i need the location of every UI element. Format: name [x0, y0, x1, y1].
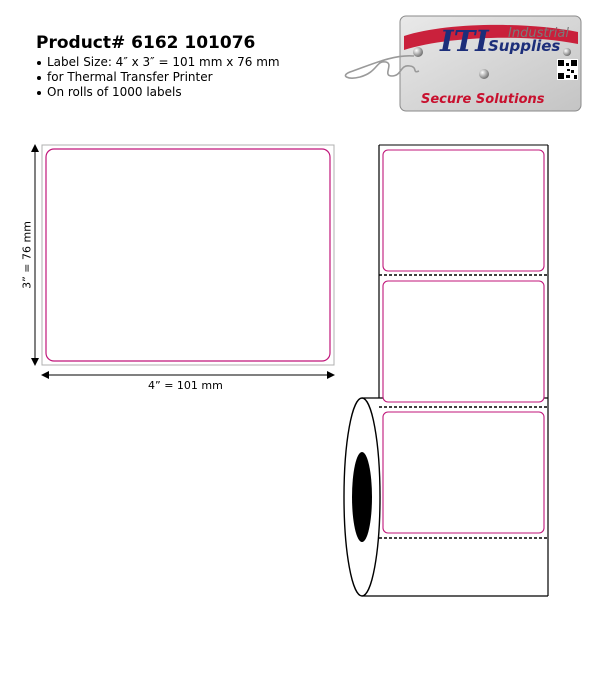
spec-list [36, 55, 280, 100]
logo-ball-icon [479, 69, 489, 79]
roll-end-face [344, 398, 380, 596]
logo-ball-icon [413, 47, 423, 57]
qr-code-icon [557, 59, 578, 80]
company-logo [338, 14, 584, 114]
label-liner [42, 145, 334, 365]
logo-word-top: Industrial [508, 26, 569, 41]
roll-label [383, 150, 544, 271]
height-label: 3” = 76 mm [20, 221, 34, 289]
logo-ball-icon [563, 48, 571, 56]
logo-word-bottom: Supplies [488, 37, 561, 55]
label-outline [46, 149, 330, 361]
product-title: Product# 6162 101076 [36, 33, 256, 53]
roll-label [383, 281, 544, 402]
logo-tagline: Secure Solutions [421, 92, 545, 107]
logo-brand-text: ITI [440, 24, 489, 58]
roll-label [383, 412, 544, 533]
width-label: 4” = 101 mm [148, 379, 223, 392]
spec-label-size: Label Size: 4″ x 3″ = 101 mm x 76 mm [36, 55, 280, 70]
spec-roll-quantity: On rolls of 1000 labels [36, 85, 280, 100]
spec-printer-type: for Thermal Transfer Printer [36, 70, 280, 85]
roll-core [352, 452, 372, 542]
roll-body [362, 398, 548, 596]
product-header [36, 33, 280, 100]
